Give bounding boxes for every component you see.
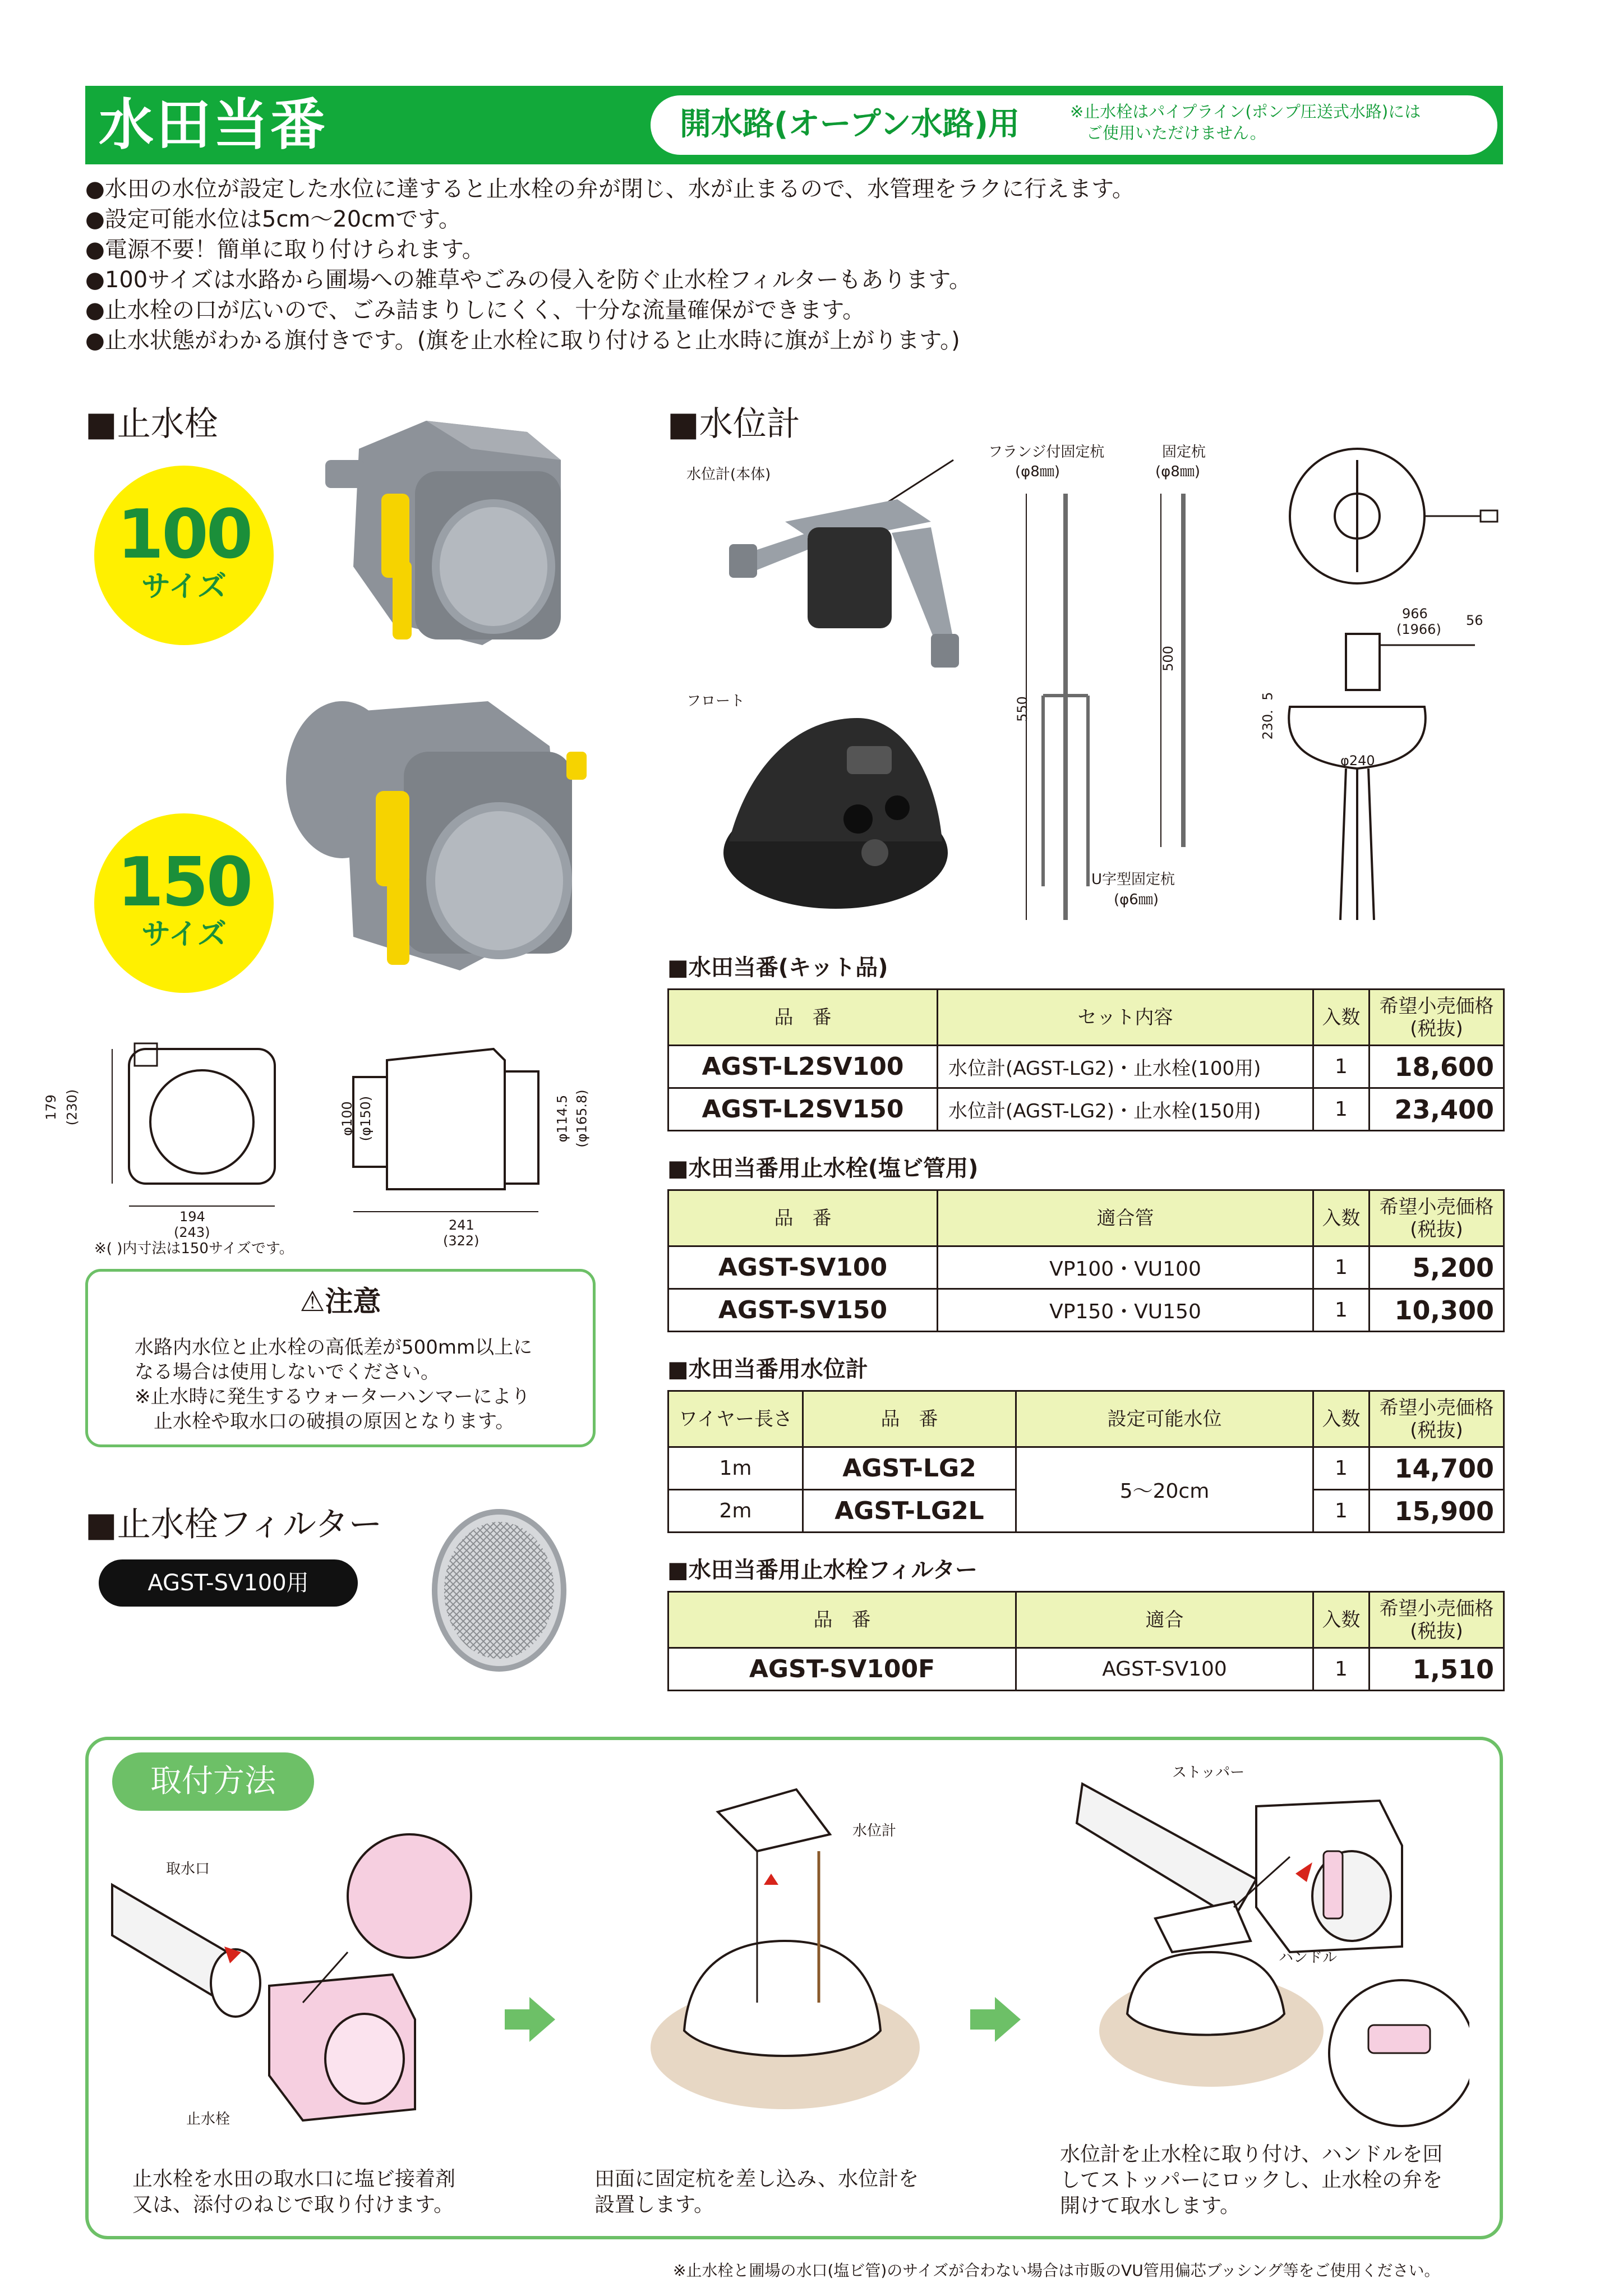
gauge-table-title: ■ 水田当番用水位計 <box>667 1355 868 1383</box>
col-header: 入数 <box>1313 1190 1370 1246</box>
feature-item: ● 設定可能水位は5cm～20cmです。 <box>85 204 1135 234</box>
size-label: サイズ <box>141 918 227 951</box>
dim-outlet-150: (φ165.8) <box>574 1089 590 1148</box>
quantity: 1 <box>1313 1490 1370 1533</box>
level-range: 5～20cm <box>1016 1447 1313 1533</box>
footnote: ※止水栓と圃場の水口(塩ビ管)のサイズが合わない場合は市販のVU管用偏芯ブッシング等をご使用ください。 <box>673 2261 1440 2280</box>
dim-240: φ240 <box>1340 753 1375 769</box>
warning-icon: ⚠ <box>299 1285 325 1318</box>
stopcock-150-photo <box>275 690 606 982</box>
price: 23,400 <box>1370 1088 1504 1131</box>
part-number: AGST-LG2 <box>803 1447 1016 1490</box>
col-header: 入数 <box>1313 1592 1370 1648</box>
col-header: 希望小売価格 (税抜) <box>1370 1592 1504 1648</box>
col-header: 適合 <box>1016 1592 1313 1648</box>
table-row <box>668 1246 1504 1289</box>
dim-550: 550 <box>1014 696 1030 722</box>
kit-table <box>667 988 1505 1131</box>
stopcock-side-drawing <box>314 1027 594 1240</box>
arrow-right-icon <box>505 1997 555 2042</box>
part-number: AGST-SV150 <box>668 1289 938 1332</box>
wire-length: 1m <box>668 1447 803 1490</box>
step1-text: 止水栓を水田の取水口に塩ビ接着剤 又は、添付のねじで取り付けます。 <box>132 2168 456 2216</box>
float-label: フロート <box>686 693 745 710</box>
dim-width-150: (243) <box>174 1225 210 1240</box>
stopcock-table-title: ■ 水田当番用止水栓(塩ビ管用) <box>667 1154 978 1182</box>
set-content: 水位計(AGST-LG2)・止水栓(150用) <box>938 1088 1313 1131</box>
step3-text: 水位計を止水栓に取り付け、ハンドルを回 してストッパーにロックし、止水栓の弁を 開けて取水します。 <box>1060 2143 1443 2217</box>
u-stake-label: U字型固定杭 <box>1091 871 1175 888</box>
quantity: 1 <box>1313 1046 1370 1088</box>
step2-illustration <box>617 1767 931 2115</box>
dim-length: 241 <box>449 1217 474 1233</box>
caution-text: 水路内水位と止水栓の高低差が500mm以上に なる場合は使用しないでください。 ※止水時に発生するウォーターハンマーにより 止水栓や取水口の破損の原因となります。 <box>135 1336 533 1433</box>
intake-label: 取水口 <box>166 1861 210 1878</box>
step2-text: 田面に固定杭を差し込み、水位計を 設置します。 <box>594 2168 919 2216</box>
gauge-table <box>667 1390 1505 1533</box>
set-content: 水位計(AGST-LG2)・止水栓(100用) <box>938 1046 1313 1088</box>
dimension-note: ※( )内寸法は150サイズです。 <box>94 1240 294 1257</box>
price: 15,900 <box>1370 1490 1504 1533</box>
size-number: 100 <box>117 496 251 574</box>
dim-length-150: (322) <box>443 1233 479 1249</box>
feature-item: ● 電源不要！簡単に取り付けられます。 <box>85 234 1135 265</box>
dim-966: 966 <box>1402 606 1428 622</box>
float-photo <box>712 684 959 920</box>
price: 1,510 <box>1370 1648 1504 1691</box>
dim-height: 179 <box>43 1094 59 1120</box>
table-row <box>668 1648 1504 1691</box>
fixed-stake-dia: (φ8㎜) <box>1155 463 1200 480</box>
dim-56: 56 <box>1466 613 1483 628</box>
handle-label: ハンドル <box>1279 1949 1338 1966</box>
dim-500: 500 <box>1160 646 1176 671</box>
part-number: AGST-SV100 <box>668 1246 938 1289</box>
filter-photo <box>426 1503 572 1677</box>
stopcock-table <box>667 1189 1505 1332</box>
table-row <box>668 1447 1504 1490</box>
dim-outlet: φ114.5 <box>554 1094 570 1143</box>
col-header: セット内容 <box>938 990 1313 1046</box>
flange-stake-label: フランジ付固定杭 <box>988 444 1105 461</box>
quantity: 1 <box>1313 1246 1370 1289</box>
price: 18,600 <box>1370 1046 1504 1088</box>
subtitle: 開水路(オープン水路)用 <box>680 106 1020 142</box>
dim-inlet-150: (φ150) <box>358 1096 374 1142</box>
stopcock-label: 止水栓 <box>186 2111 230 2128</box>
size-label: サイズ <box>141 570 227 604</box>
size-number: 150 <box>117 844 251 922</box>
table-row <box>668 1046 1504 1088</box>
part-number: AGST-L2SV100 <box>668 1046 938 1088</box>
filter-table <box>667 1591 1505 1691</box>
step3-illustration <box>1066 1761 1469 2132</box>
feature-item: ● 止水状態がわかる旗付きです。(旗を止水栓に取り付けると止水時に旗が上がります。) <box>85 325 1135 356</box>
gauge-body-label: 水位計(本体) <box>686 466 771 483</box>
part-number: AGST-L2SV150 <box>668 1088 938 1131</box>
gauge-label: 水位計 <box>852 1823 897 1839</box>
fixed-stake-label: 固定杭 <box>1162 444 1206 461</box>
col-header: 入数 <box>1313 1391 1370 1447</box>
compatible-pipe: VP150・VU150 <box>938 1289 1313 1332</box>
col-header: 適合管 <box>938 1190 1313 1246</box>
dim-width: 194 <box>179 1209 205 1225</box>
col-header: 品 番 <box>668 990 938 1046</box>
col-header: 希望小売価格 (税抜) <box>1370 990 1504 1046</box>
size-badge-150 <box>94 813 274 993</box>
gauge-heading: ■ 水位計 <box>667 403 800 445</box>
price: 14,700 <box>1370 1447 1504 1490</box>
stakes-drawing <box>1009 482 1211 931</box>
dim-height-150: (230) <box>64 1089 80 1126</box>
feature-list <box>85 174 1135 356</box>
col-header: 希望小売価格 (税抜) <box>1370 1391 1504 1447</box>
compatible-model: AGST-SV100 <box>1016 1648 1313 1691</box>
part-number: AGST-SV100F <box>668 1648 1016 1691</box>
stopper-label: ストッパー <box>1172 1764 1245 1781</box>
filter-model-pill: AGST-SV100用 <box>99 1559 358 1607</box>
col-header: 品 番 <box>668 1190 938 1246</box>
caution-title <box>85 1285 596 1318</box>
price: 5,200 <box>1370 1246 1504 1289</box>
filter-table-title: ■ 水田当番用止水栓フィルター <box>667 1556 978 1584</box>
col-header: 入数 <box>1313 990 1370 1046</box>
feature-item: ● 水田の水位が設定した水位に達すると止水栓の弁が閉じ、水が止まるので、水管理をラクに行えます。 <box>85 174 1135 204</box>
feature-item: ● 止水栓の口が広いので、ごみ詰まりしにくく、十分な流量確保ができます。 <box>85 295 1135 325</box>
kit-table-title: ■ 水田当番(キット品) <box>667 954 888 982</box>
stopcock-100-photo <box>314 398 594 668</box>
table-row <box>668 1289 1504 1332</box>
table-row <box>668 1088 1504 1131</box>
caution-title-text: 注意 <box>325 1285 381 1318</box>
dim-2305: 230．5 <box>1260 692 1276 740</box>
step1-illustration <box>101 1818 516 2132</box>
wire-length: 2m <box>668 1490 803 1533</box>
col-header: 品 番 <box>668 1592 1016 1648</box>
quantity: 1 <box>1313 1447 1370 1490</box>
price: 10,300 <box>1370 1289 1504 1332</box>
gauge-body-photo <box>729 449 965 684</box>
quantity: 1 <box>1313 1088 1370 1131</box>
col-header: 希望小売価格 (税抜) <box>1370 1190 1504 1246</box>
col-header: ワイヤー長さ <box>668 1391 803 1447</box>
flange-stake-dia: (φ8㎜) <box>1015 463 1060 480</box>
quantity: 1 <box>1313 1648 1370 1691</box>
col-header: 品 番 <box>803 1391 1016 1447</box>
feature-item: ● 100サイズは水路から圃場への雑草やごみの侵入を防ぐ止水栓フィルターもあります。 <box>85 265 1135 295</box>
dim-1966: (1966) <box>1396 622 1441 637</box>
subtitle-note: ※止水栓はパイプライン(ポンプ圧送式水路)には ご使用いただけません。 <box>1070 102 1421 142</box>
stopcock-heading: ■ 止水栓 <box>85 403 218 445</box>
arrow-right-icon <box>970 1997 1021 2042</box>
quantity: 1 <box>1313 1289 1370 1332</box>
size-badge-100 <box>94 466 274 645</box>
part-number: AGST-LG2L <box>803 1490 1016 1533</box>
stopcock-front-drawing <box>79 1027 303 1240</box>
gauge-drawing <box>1279 438 1503 942</box>
compatible-pipe: VP100・VU100 <box>938 1246 1313 1289</box>
col-header: 設定可能水位 <box>1016 1391 1313 1447</box>
install-title: 取付方法 <box>112 1752 314 1811</box>
brand-title: 水田当番 <box>99 93 328 157</box>
filter-heading: ■ 止水栓フィルター <box>85 1503 382 1546</box>
u-stake-dia: (φ6㎜) <box>1114 891 1159 908</box>
dim-inlet: φ100 <box>339 1101 355 1136</box>
